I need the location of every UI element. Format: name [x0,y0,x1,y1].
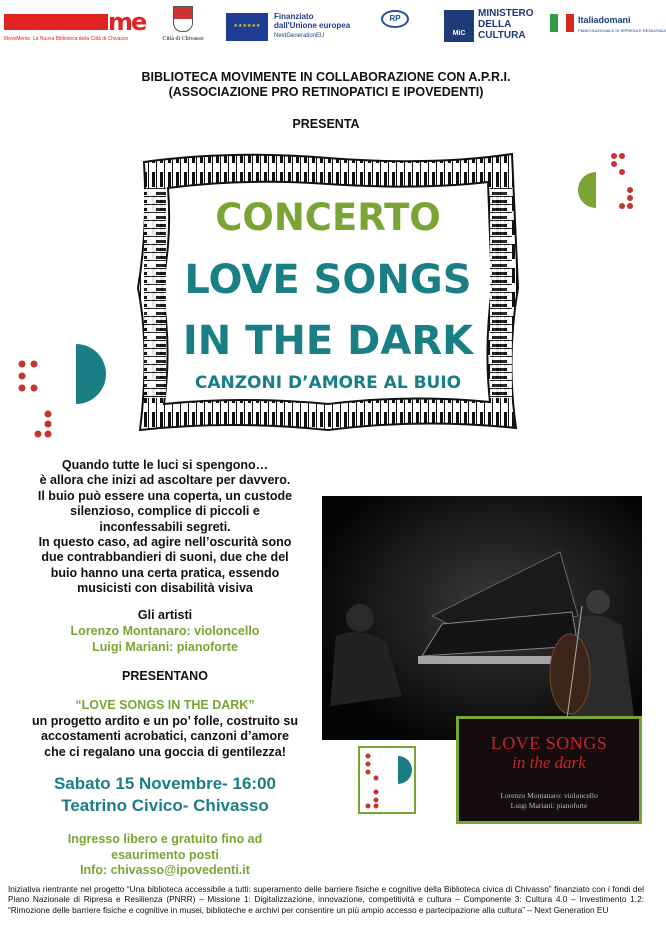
ministero-cultura-logo: MiC MINISTERO DELLA CULTURA [444,8,544,44]
concert-photo [322,496,642,740]
crest-icon [173,6,193,32]
italia-domani-logo: Italiadomani PIANO NAZIONALE DI RIPRESA E RESILIENZA [550,12,648,42]
braille-circle-decoration [568,150,640,222]
entry-line-1: Ingresso libero e gratuito fino ad [67,832,263,846]
event-date: Sabato 15 Novembre- 16:00 [53,774,277,793]
header-line-1: BIBLIOTECA MOVIMENTE IN COLLABORAZIONE CON A.P.R.I. [141,70,511,84]
eye-icon: RP [381,10,409,28]
funding-footer: Iniziativa rientrante nel progetto “Una biblioteca accessibile a tutti: superamento delle barriere fisiche e cognitive della Biblioteca civica di Chivasso” finanziato con i fondi del Piano Nazionale di Ripresa e Resilienza (PNRR) – Missione 1: Digitalizzazione, innovazione, competitività e cultura – Componente 3: Cultura 4.0 – Investimento 1.2: “Rimozione delle barriere fisiche e cognitive in musei, biblioteche e archivi per consentire un più ampio accesso e partecipazione alla cultura” – Next Generation EU [8,884,644,915]
apri-logo [372,10,418,42]
project-description: un progetto ardito e un po’ folle, costruito su accostamenti acrobatici, canzoni d’amore che ci regalano una goccia di gentilezza! [32,714,298,759]
braille-circle-decoration-left [14,342,106,442]
entry-line-2: esaurimento posti [111,848,219,862]
presenta-label: PRESENTA [292,117,360,131]
main-title-line-2: IN THE DARK [182,318,474,364]
presentano-label: PRESENTANO [122,669,208,683]
header-line-2: (ASSOCIAZIONE PRO RETINOPATICI E IPOVEDENTI) [168,85,484,99]
love-songs-inset: LOVE SONGS in the dark Lorenzo Montanaro: violoncello Luigi Mariani: pianoforte [456,716,642,824]
artist-piano: Luigi Mariani: pianoforte [92,640,238,654]
artists-heading: Gli artisti [137,608,193,622]
citta-di-chivasso-logo: Città di Chivasso [158,6,208,48]
main-title-line-1: LOVE SONGS [184,257,472,303]
eu-funding-logo: ★★★★★★ Finanziato dall'Unione europea NextGenerationEU [226,12,364,42]
movimente-logo: me MoveMente. La Nuova Biblioteca della Città di Chivasso [4,8,146,42]
description-paragraph: Quando tutte le luci si spengono… è allora che inizi ad ascoltare per davvero. Il buio può essere una coperta, un custode silenzioso, complice di piccoli e inconfessabili segreti. In questo caso, ad agire nell’oscurità sono due contrabbandieri di suoni, due che del buio hanno una certa pratica, essendo musicisti con disabilità visiva [37,458,293,596]
subtitle: CANZONI D’AMORE AL BUIO [194,373,462,393]
logo-bar [0,0,666,52]
artist-cello: Lorenzo Montanaro: violoncello [70,624,260,638]
braille-box-decoration [358,746,416,814]
event-venue: Teatrino Civico- Chivasso [61,796,269,815]
italy-flag-icon [550,14,574,32]
info-email: Info: chivasso@ipovedenti.it [80,863,250,877]
project-title: “LOVE SONGS IN THE DARK” [75,698,255,712]
concerto-title: CONCERTO [215,196,441,239]
